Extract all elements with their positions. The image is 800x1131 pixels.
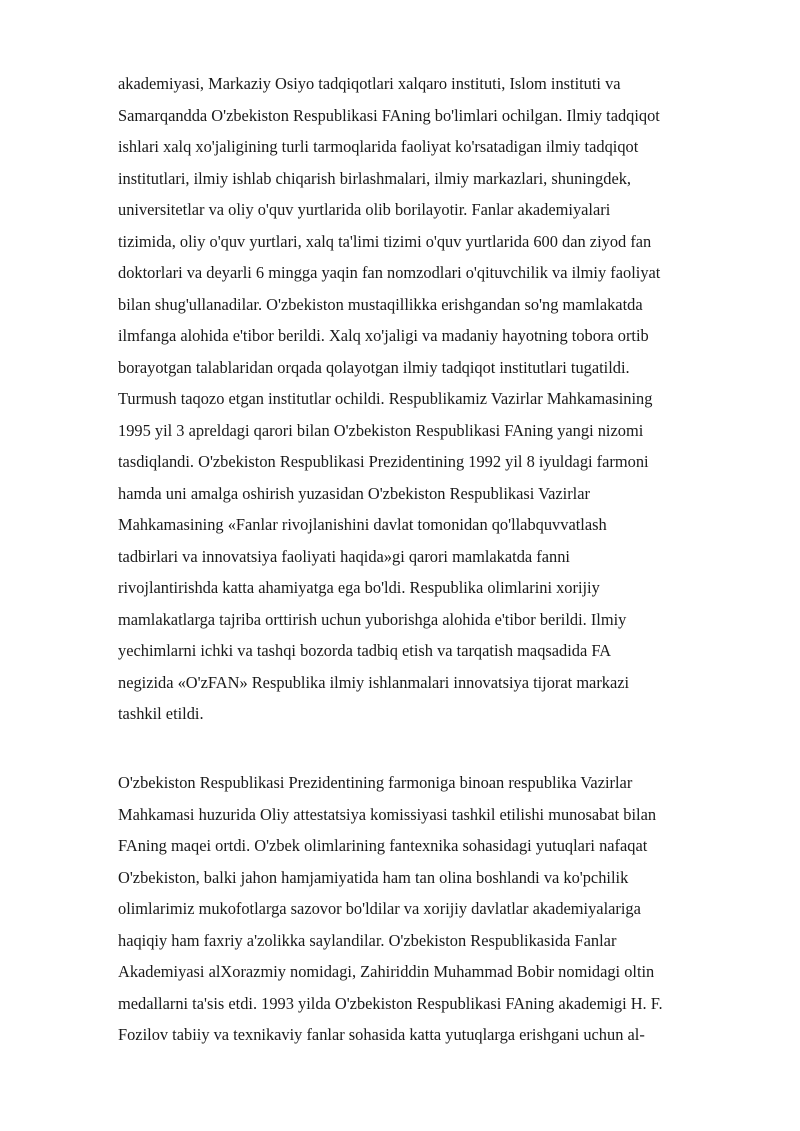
text-line: hamda uni amalga oshirish yuzasidan O'zbekiston Respublikasi Vazirlar <box>118 483 590 503</box>
text-line: universitetlar va oliy o'quv yurtlarida olib borilayotir. Fanlar akademiyalari <box>118 200 611 219</box>
text-line: olimlarimiz mukofotlarga sazovor bo'ldilar va xorijiy davlatlar akademiyalariga <box>118 899 641 918</box>
text-line: Mahkamasi huzurida Oliy attestatsiya komissiyasi tashkil etilishi munosabat bilan <box>118 804 657 824</box>
text-line: mamlakatlarga tajriba orttirish uchun yuborishga alohida e'tibor berildi. Ilmiy <box>118 609 627 629</box>
text-line: FAning maqei ortdi. O'zbek olimlarining fantexnika sohasidagi yutuqlari nafaqat <box>118 836 648 855</box>
text-line: Samarqandda O'zbekiston Respublikasi FAning bo'limlari ochilgan. Ilmiy tadqiqot <box>118 105 660 125</box>
text-line: tizimida, oliy o'quv yurtlari, xalq ta'limi tizimi o'quv yurtlarida 600 dan ziyod fan <box>118 231 652 251</box>
text-line: institutlari, ilmiy ishlab chiqarish birlashmalari, ilmiy markazlari, shuningdek, <box>118 168 632 188</box>
text-line: ilmfanga alohida e'tibor berildi. Xalq xo'jaligi va madaniy hayotning tobora ortib <box>118 326 649 345</box>
paragraph-1 <box>118 68 738 730</box>
text-line: borayotgan talablaridan orqada qolayotgan ilmiy tadqiqot institutlari tugatildi. <box>118 357 630 377</box>
text-line: negizida «O'zFAN» Respublika ilmiy ishlanmalari innovatsiya tijorat markazi <box>118 672 630 692</box>
text-line: doktorlari va deyarli 6 mingga yaqin fan nomzodlari o'qituvchilik va ilmiy faoliyat <box>118 263 661 282</box>
text-line: akademiyasi, Markaziy Osiyo tadqiqotlari xalqaro instituti, Islom instituti va <box>118 74 621 93</box>
text-line: rivojlantirishda katta ahamiyatga ega bo'ldi. Respublika olimlarini xorijiy <box>118 578 600 597</box>
text-line: O'zbekiston Respublikasi Prezidentining farmoniga binoan respublika Vazirlar <box>118 773 633 792</box>
text-line: Mahkamasining «Fanlar rivojlanishini davlat tomonidan qo'llabquvvatlash <box>118 515 607 534</box>
text-line: O'zbekiston, balki jahon hamjamiyatida ham tan olina boshlandi va ko'pchilik <box>118 867 629 887</box>
text-line: tadbirlari va innovatsiya faoliyati haqida»gi qarori mamlakatda fanni <box>118 546 570 566</box>
text-line: tasdiqlandi. O'zbekiston Respublikasi Prezidentining 1992 yil 8 iyuldagi farmoni <box>118 452 649 471</box>
text-line: Akademiyasi alXorazmiy nomidagi, Zahiriddin Muhammad Bobir nomidagi oltin <box>118 962 655 981</box>
text-line: haqiqiy ham faxriy a'zolikka saylandilar. O'zbekiston Respublikasida Fanlar <box>118 930 617 950</box>
text-line: yechimlarni ichki va tashqi bozorda tadbiq etish va tarqatish maqsadida FA <box>118 641 612 660</box>
text-line: medallarni ta'sis etdi. 1993 yilda O'zbekiston Respublikasi FAning akademigi H. F. <box>118 993 663 1013</box>
text-line: bilan shug'ullanadilar. O'zbekiston mustaqillikka erishgandan so'ng mamlakatda <box>118 294 643 314</box>
paragraph-2 <box>118 767 738 1051</box>
text-line: Turmush taqozo etgan institutlar ochildi. Respublikamiz Vazirlar Mahkamasining <box>118 389 653 408</box>
text-line: Fozilov tabiiy va texnikaviy fanlar sohasida katta yutuqlarga erishgani uchun al- <box>118 1025 645 1044</box>
text-line: tashkil etildi. <box>118 704 204 723</box>
text-line: ishlari xalq xo'jaligining turli tarmoqlarida faoliyat ko'rsatadigan ilmiy tadqiqot <box>118 137 639 156</box>
text-line: 1995 yil 3 apreldagi qarori bilan O'zbekiston Respublikasi FAning yangi nizomi <box>118 420 644 440</box>
